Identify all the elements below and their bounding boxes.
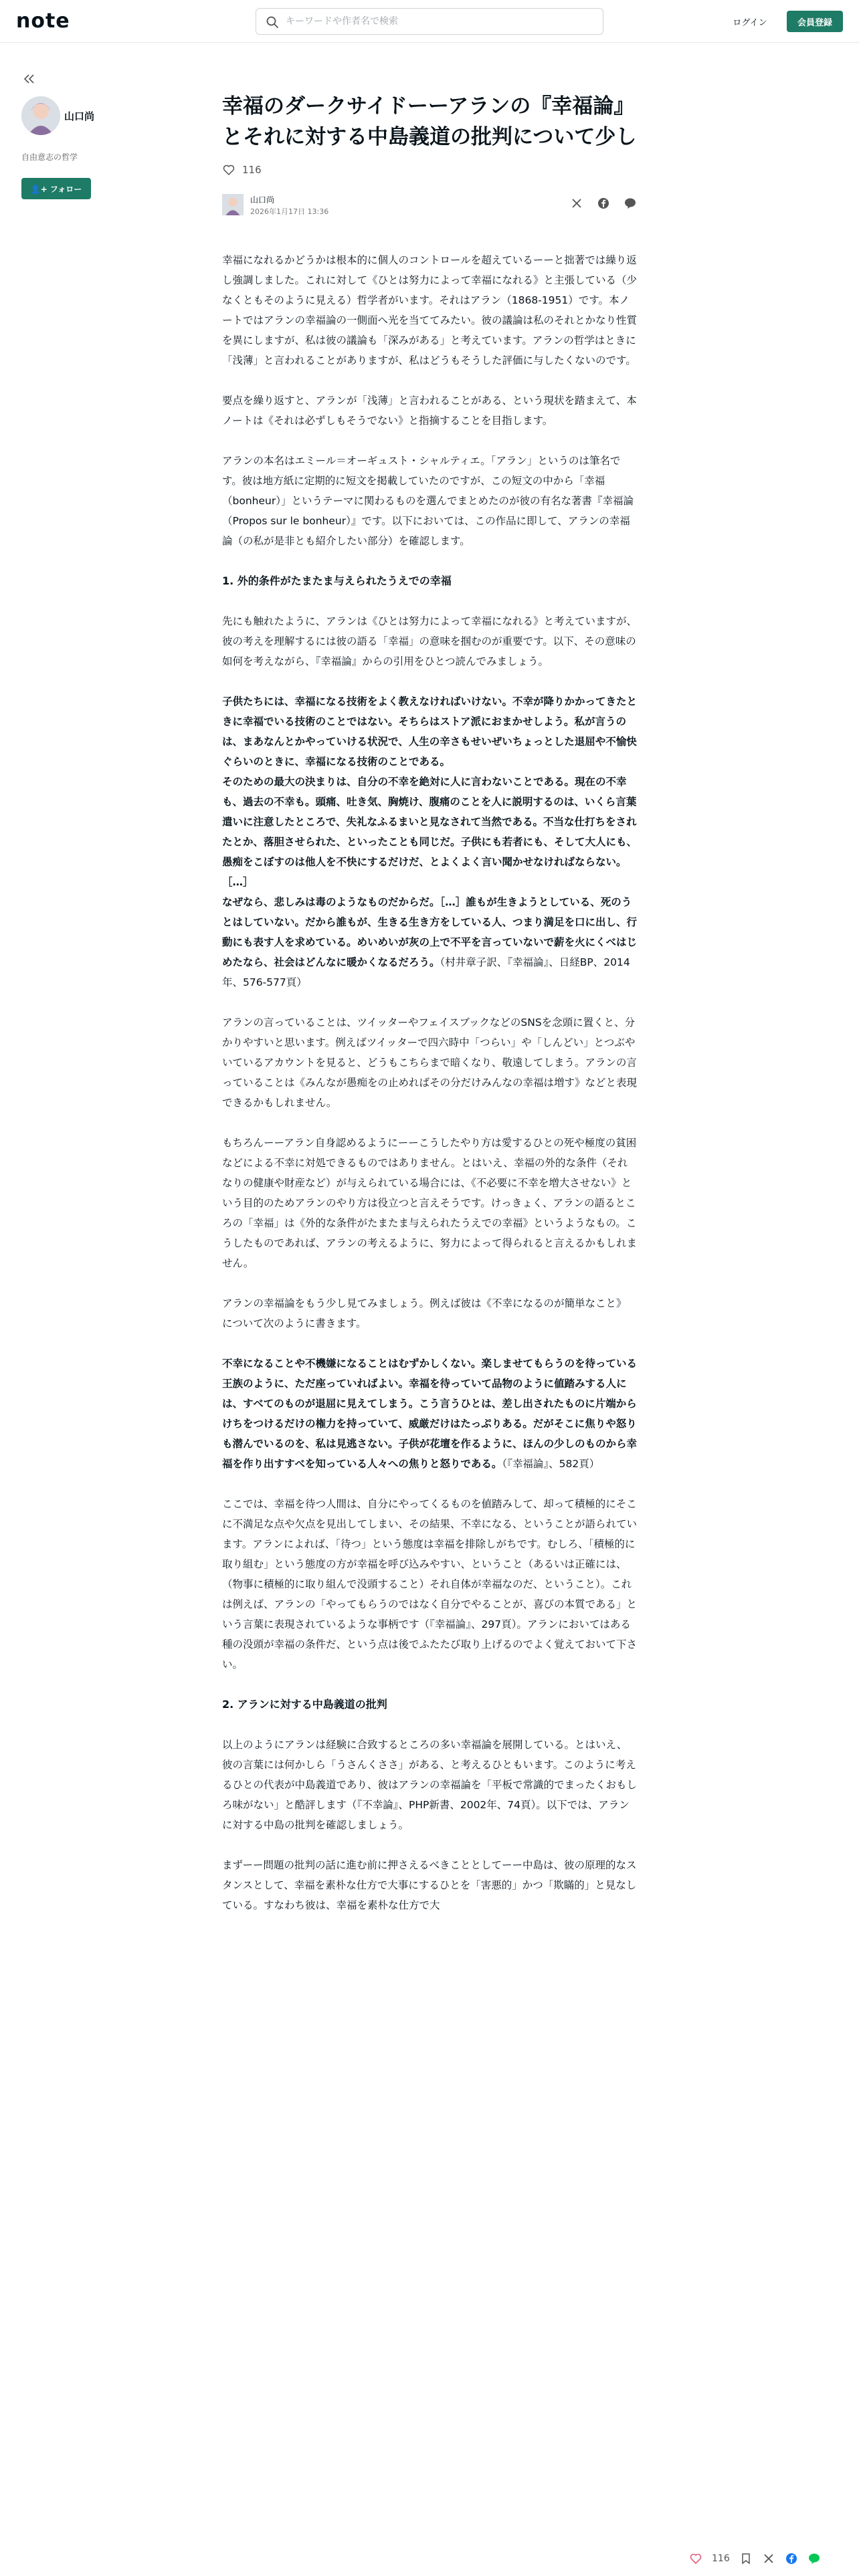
quote-text: そのための最大の決まりは、自分の不幸を絶対に人に言わないことである。現在の不幸も、過去の不幸も。頭痛、吐き気、胸焼け、腹痛のことを人に説明するのは、いくら言葉遣いに注意したところで、失礼なふるまいと見なされて当然である。不当な仕打ちをされたとか、落胆させられた、といったことも同じだ。子供にも若者にも、そして大人にも、愚痴をこぼすのは他人を不快にするだけだ、とよくよく言い聞かせなければならない。 [222, 776, 638, 868]
avatar-image [21, 96, 60, 135]
paragraph: アランの本名はエミール＝オーギュスト・シャルティエ。「アラン」というのは筆名です。彼は地方紙に定期的に短文を掲載していたのですが、この短文の中から「幸福（bonheur）」というテーマに関わるものを選んでまとめたのが彼の有名な著書『幸福論（Propos sur le bonheur）』です。以下においては、この作品に即して、アランの幸福論（の私が是非とも紹介したい部分）を確認します。 [222, 455, 634, 547]
quote-text: 不幸になることや不機嫌になることはむずかしくない。楽しませてもらうのを待っている王族のように、ただ座っていればよい。幸福を待っていて品物のように値踏みする人には、すべてのものが退屈に見えてしまう。こう言うひとは、差し出されたものに片端からけちをつけるだけの権力を持っていて、威厳だけはたっぷりある。だがそこに焦りや怒りも潜んでいるのを、私は見逃さない。子供が花壇を作るように、ほんの少しのものから幸福を作り出すすべを知っている人々への焦りと怒りである。 [222, 1358, 638, 1470]
paragraph: まずーー問題の批判の話に進む前に押さえるべきこととしてーー中島は、彼の原理的なスタンスとして、幸福を素朴な仕方で大事にするひとを「害悪的」かつ「欺瞞的」と見なしている。すなわち彼は、幸福を素朴な仕方で大 [222, 1859, 637, 1911]
section-heading-1: 1. 外的条件がたまたま与えられたうえでの幸福 [222, 574, 452, 587]
author-avatar[interactable] [21, 96, 60, 135]
blockquote-2 [222, 1354, 637, 1474]
article-title: 幸福のダークサイドーーアランの『幸福論』とそれに対する中島義道の批判について少し [222, 94, 637, 149]
note-logo[interactable]: note [16, 9, 70, 33]
like-row [222, 160, 637, 179]
share-buttons [570, 197, 637, 210]
bookmark-icon[interactable] [739, 2552, 753, 2565]
quote-text: 子供たちには、幸福になる技術をよく教えなければいけない。不幸が降りかかってきたときに幸福でいる技術のことではない。そちらはストア派におまかせしよう。私が言うのは、まあなんとかやっていける状況で、人生の辛さもせいぜいちょっとした退屈や不愉快ぐらいのときに、幸福になる技術のことである。 [222, 695, 638, 768]
byline-avatar-image [222, 194, 244, 215]
line-share-icon[interactable] [624, 197, 637, 210]
paragraph: 先にも触れたように、アランは《ひとは努力によって幸福になれる》と考えていますが、彼の考えを理解するには彼の語る「幸福」の意味を掴むのが重要です。以下、その意味の如何を考えながら、『幸福論』からの引用をひとつ読んでみましょう。 [222, 615, 638, 667]
paragraph: アランの幸福論をもう少し見てみましょう。例えば彼は《不幸になるのが簡単なこと》について次のように書きます。 [222, 1297, 627, 1329]
article-body [222, 250, 637, 1915]
byline-author[interactable]: 山口尚 [250, 195, 275, 205]
facebook-share-icon[interactable] [785, 2552, 798, 2565]
byline-avatar[interactable] [222, 194, 244, 215]
author-name[interactable]: 山口尚 [64, 110, 95, 122]
paragraph: もちろんーーアラン自身認めるようにーーこうしたやり方は愛するひとの死や極度の貧困などによる不幸に対処できるものではありません。とはいえ、幸福の外的な条件（それなりの健康や財産など）が与えられている場合には、《不必要に不幸を増大させない》という目的のためアランのやり方は役立つと言えそうです。けっきょく、アランの語るところの「幸福」は《外的な条件がたまたま与えられたうえでの幸福》というようなもの。こうしたものであれば、アランの考えるように、努力によって得られると言えるかもしれません。 [222, 1137, 638, 1269]
facebook-share-icon[interactable] [597, 197, 610, 210]
quote-citation: （『幸福論』、582頁） [502, 1458, 600, 1470]
blockquote-1 [222, 691, 637, 992]
paragraph: ここでは、幸福を待つ人間は、自分にやってくるものを値踏みして、却って積極的にそこに不満足な点や欠点を見出してしまい、その結果、不幸になる、ということが語られています。アランによれば、「待つ」という態度は幸福を排除しがちです。むしろ、「積極的に取り組む」という態度の方が幸福を呼び込みやすい、ということ（あるいは正確には、（物事に積極的に取り組んで没頭すること）それ自体が幸福なのだ、ということ）。これは例えば、アランの「やってもらうのではなく自分でやることが、喜びの本質である」という言葉に表現されているような事柄です（『幸福論』、297頁）。アランにおいてはある種の没頭が幸福の条件だ、という点は後でふたたび取り上げるのでよく覚えておいて下さい。 [222, 1498, 638, 1671]
heart-icon[interactable] [689, 2552, 702, 2565]
signup-button[interactable]: 会員登録 [787, 11, 843, 32]
bottom-action-bar [689, 2548, 856, 2569]
follow-button[interactable] [21, 178, 91, 199]
section-heading-2: 2. アランに対する中島義道の批判 [222, 1698, 387, 1711]
x-share-icon[interactable] [762, 2552, 775, 2565]
line-share-icon[interactable] [807, 2552, 821, 2565]
article [222, 91, 637, 1935]
login-button[interactable]: ログイン [727, 11, 773, 32]
person-add-icon: 👤+ [30, 184, 47, 194]
paragraph: 要点を繰り返すと、アランが「浅薄」と言われることがある、という現状を踏まえて、本ノートは《それは必ずしもそうでない》と指摘することを目指します。 [222, 395, 637, 427]
like-count[interactable]: 116 [242, 164, 262, 176]
quote-citation: （村井章子訳、『幸福論』、日経BP、2014年、576-577頁） [222, 956, 630, 988]
search-icon [266, 15, 279, 29]
search-box[interactable] [256, 8, 603, 35]
paragraph: 幸福になれるかどうかは根本的に個人のコントロールを超えているーーと拙著では繰り返し強調しました。これに対して《ひとは努力によって幸福になれる》と主張している（少なくともそのように見える）哲学者がいます。それはアラン（1868-1951）です。本ノートではアランの幸福論の一側面へ光を当ててみたい。彼の議論は私のそれとかなり性質を異にしますが、私は彼の議論も「深みがある」と考えています。アランの哲学はときに「浅薄」と言われることがありますが、私はどうもそうした評価に与したくないのです。 [222, 254, 638, 366]
x-share-icon[interactable] [570, 197, 583, 210]
search-input[interactable] [286, 9, 593, 34]
author-bio: 自由意志の哲学 [21, 152, 78, 162]
heart-icon[interactable] [222, 163, 235, 177]
byline [222, 191, 637, 218]
publish-date: 2026年1月17日 13:36 [250, 207, 329, 216]
follow-label: フォロー [50, 184, 82, 194]
double-chevron-left-icon[interactable] [23, 72, 36, 86]
global-header [0, 0, 859, 43]
paragraph: アランの言っていることは、ツイッターやフェイスブックなどのSNSを念頭に置くと、分かりやすいと思います。例えばツイッターで四六時中「つらい」や「しんどい」とつぶやいているアカウントを見ると、どうもこちらまで暗くなり、敬遠してしまう。アランの言っていることは《みんなが愚痴をの止めればその分だけみんなの幸福は増す》などと表現できるかもしれません。 [222, 1016, 638, 1109]
quote-ellipsis: ［…］ [222, 876, 254, 888]
quote-text: なぜなら、悲しみは毒のようなものだからだ。［…］誰もが生きようとしている、死のうとはしていない。だから誰もが、生きる生き方をしている人、つまり満足を口に出し、行動にも表す人を求めている。めいめいが灰の上で不平を言っていないで薪を火にくべはじめたなら、社会はどんなに暖かくなるだろう。 [222, 896, 638, 968]
bottom-like-count[interactable]: 116 [712, 2553, 730, 2564]
paragraph: 以上のようにアランは経験に合致するところの多い幸福論を展開している。とはいえ、彼の言葉には何かしら「うさんくささ」がある、と考えるひともいます。このように考えるひとの代表が中島義道であり、彼はアランの幸福論を「平板で常識的でまったくおもしろ味がない」と酷評します（『不幸論』、PHP新書、2002年、74頁）。以下では、アランに対する中島の批判を確認しましょう。 [222, 1739, 638, 1831]
